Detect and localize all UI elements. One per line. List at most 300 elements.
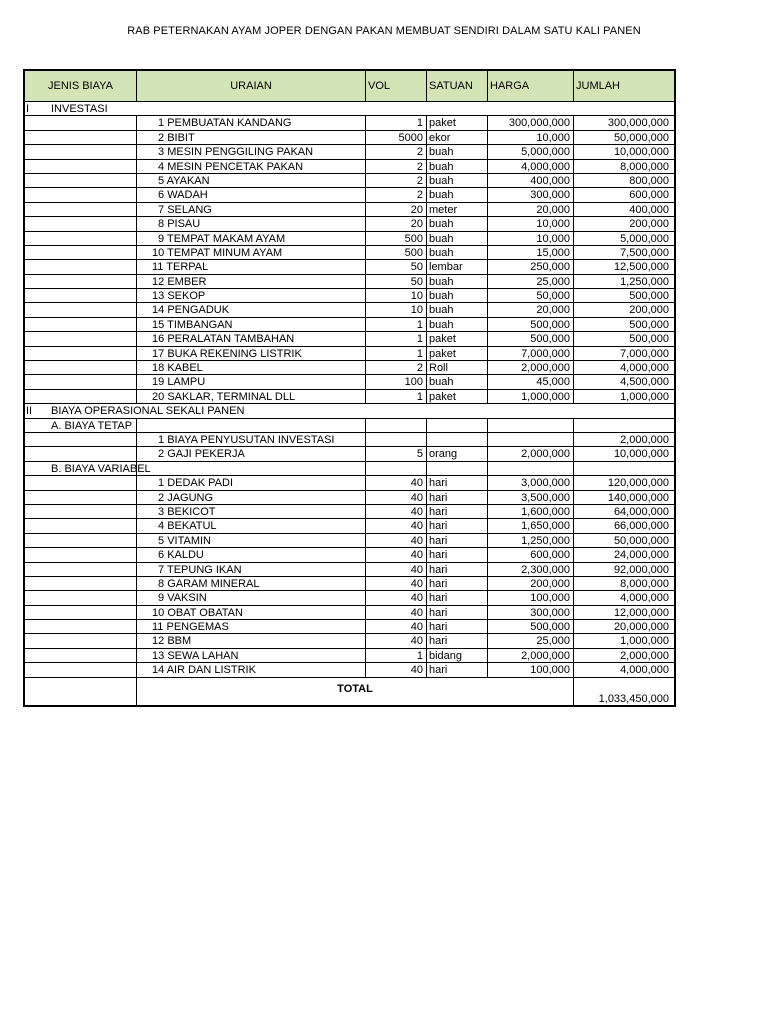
item-jumlah: 66,000,000 (573, 519, 672, 532)
item-vol: 10 (365, 289, 426, 302)
item-jumlah: 4,500,000 (573, 375, 672, 388)
item-name: KABEL (167, 362, 203, 375)
section-number: II (26, 405, 33, 418)
col-header-jenis-biaya: JENIS BIAYA (47, 80, 113, 92)
item-number: 13 (152, 290, 165, 303)
item-name: PISAU (167, 218, 201, 231)
item-name: BIBIT (167, 131, 195, 144)
item-satuan: buah (426, 174, 487, 187)
col-header-uraian: URAIAN (136, 71, 365, 101)
item-vol: 40 (365, 476, 426, 489)
table-row (25, 160, 674, 174)
item-satuan: buah (426, 160, 487, 173)
item-vol: 2 (365, 174, 426, 187)
item-satuan: hari (426, 591, 487, 604)
item-vol: 40 (365, 663, 426, 676)
table-row (25, 289, 674, 303)
table-row (25, 131, 674, 145)
col-header-jumlah: JUMLAH (573, 71, 672, 101)
table-row (25, 116, 674, 130)
item-number: 6 (158, 549, 165, 562)
table-row (25, 577, 674, 591)
item-number: 2 (158, 491, 165, 504)
item-number: 4 (158, 520, 165, 533)
item-description (136, 232, 365, 245)
item-jumlah: 7,000,000 (573, 347, 672, 360)
item-vol: 2 (365, 160, 426, 173)
item-jumlah: 400,000 (573, 203, 672, 216)
col-header-harga: HARGA (487, 71, 573, 101)
item-satuan: buah (426, 232, 487, 245)
item-name: SELANG (167, 203, 212, 216)
item-description (136, 347, 365, 360)
item-number: 8 (158, 577, 165, 590)
item-harga: 500,000 (487, 620, 573, 633)
item-jumlah: 300,000,000 (573, 116, 672, 129)
item-jumlah: 2,000,000 (573, 433, 672, 446)
item-harga: 600,000 (487, 548, 573, 561)
table-row (25, 649, 674, 663)
item-satuan: buah (426, 303, 487, 316)
item-vol: 40 (365, 577, 426, 590)
item-vol: 40 (365, 505, 426, 518)
item-harga: 1,000,000 (487, 390, 573, 403)
item-description (136, 476, 365, 489)
item-description (136, 534, 365, 547)
item-satuan: paket (426, 332, 487, 345)
item-vol: 1 (365, 116, 426, 129)
item-harga: 300,000 (487, 606, 573, 619)
table-row (25, 260, 674, 274)
item-name: LAMPU (167, 376, 206, 389)
item-number: 4 (158, 160, 165, 173)
item-name: OBAT OBATAN (167, 606, 243, 619)
item-name: AYAKAN (166, 174, 210, 187)
item-name: PENGADUK (167, 304, 230, 317)
table-row (25, 246, 674, 260)
item-harga: 2,000,000 (487, 649, 573, 662)
table-header (25, 71, 674, 102)
table-row (25, 433, 674, 447)
item-jumlah: 8,000,000 (573, 160, 672, 173)
item-vol: 1 (365, 332, 426, 345)
table-row (25, 174, 674, 188)
item-jumlah: 120,000,000 (573, 476, 672, 489)
item-satuan: lembar (426, 260, 487, 273)
page-title: RAB PETERNAKAN AYAM JOPER DENGAN PAKAN MEMBUAT SENDIRI DALAM SATU KALI PANEN (127, 25, 641, 37)
section-number: I (26, 103, 30, 115)
item-harga: 50,000 (487, 289, 573, 302)
item-description (136, 361, 365, 374)
item-name: BEKATUL (167, 520, 217, 533)
subsection-row-biaya-variabel (25, 462, 674, 476)
item-vol: 50 (365, 260, 426, 273)
budget-table (23, 69, 676, 707)
item-vol: 40 (365, 548, 426, 561)
item-satuan: buah (426, 318, 487, 331)
item-harga: 10,000 (487, 232, 573, 245)
item-number: 14 (152, 664, 165, 677)
item-harga: 2,000,000 (487, 447, 573, 460)
table-row (25, 275, 674, 289)
item-jumlah: 12,000,000 (573, 606, 672, 619)
item-jumlah: 5,000,000 (573, 232, 672, 245)
item-description (136, 563, 365, 576)
item-vol: 500 (365, 232, 426, 245)
item-description (136, 591, 365, 604)
item-number: 9 (158, 232, 165, 245)
item-number: 10 (152, 246, 165, 259)
item-satuan: buah (426, 145, 487, 158)
item-number: 19 (152, 376, 165, 389)
item-jumlah: 200,000 (573, 217, 672, 230)
item-satuan: bidang (426, 649, 487, 662)
item-name: VITAMIN (167, 534, 211, 547)
item-jumlah: 500,000 (573, 289, 672, 302)
table-row (25, 145, 674, 159)
item-description (136, 606, 365, 619)
table-row (25, 663, 674, 677)
table-row (25, 563, 674, 577)
item-description (136, 433, 365, 446)
total-value: 1,033,450,000 (573, 678, 672, 705)
item-number: 20 (152, 390, 165, 403)
item-satuan: hari (426, 476, 487, 489)
item-vol: 40 (365, 591, 426, 604)
item-satuan: ekor (426, 131, 487, 144)
total-label: TOTAL (136, 678, 573, 705)
section-row-investasi (25, 102, 674, 116)
item-name: TEMPAT MAKAM AYAM (166, 232, 286, 245)
item-jumlah: 1,250,000 (573, 275, 672, 288)
item-jumlah: 92,000,000 (573, 563, 672, 576)
item-vol: 40 (365, 634, 426, 647)
item-harga: 25,000 (487, 634, 573, 647)
item-satuan: hari (426, 577, 487, 590)
item-jumlah: 1,000,000 (573, 634, 672, 647)
item-vol (365, 433, 426, 446)
item-jumlah: 10,000,000 (573, 145, 672, 158)
item-harga: 1,650,000 (487, 519, 573, 532)
item-jumlah: 64,000,000 (573, 505, 672, 518)
item-name: SEWA LAHAN (167, 649, 239, 662)
item-description (136, 375, 365, 388)
item-satuan: hari (426, 620, 487, 633)
item-harga: 2,000,000 (487, 361, 573, 374)
item-description (136, 116, 365, 129)
item-jumlah: 20,000,000 (573, 620, 672, 633)
item-satuan: buah (426, 375, 487, 388)
item-satuan: meter (426, 203, 487, 216)
item-vol: 10 (365, 303, 426, 316)
item-name: TEPUNG IKAN (166, 563, 242, 576)
item-description (136, 634, 365, 647)
section-label: INVESTASI (51, 103, 108, 115)
item-number: 9 (158, 592, 165, 605)
item-description (136, 332, 365, 345)
item-vol: 40 (365, 519, 426, 532)
table-row (25, 188, 674, 202)
item-name: KALDU (167, 549, 204, 562)
item-description (136, 160, 365, 173)
table-row (25, 318, 674, 332)
item-harga: 500,000 (487, 332, 573, 345)
item-jumlah: 4,000,000 (573, 591, 672, 604)
item-number: 1 (158, 477, 165, 490)
item-harga: 100,000 (487, 591, 573, 604)
item-satuan: hari (426, 505, 487, 518)
subsection-label: B. BIAYA VARIABEL (51, 462, 151, 475)
col-header-satuan: SATUAN (426, 71, 487, 101)
table-row (25, 620, 674, 634)
item-number: 15 (152, 318, 165, 331)
table-row (25, 217, 674, 231)
item-name: BEKICOT (167, 505, 216, 518)
item-jumlah: 24,000,000 (573, 548, 672, 561)
item-description (136, 447, 365, 460)
item-vol: 1 (365, 347, 426, 360)
item-description (136, 246, 365, 259)
item-name: BUKA REKENING LISTRIK (167, 347, 302, 360)
item-number: 12 (152, 275, 165, 288)
item-number: 5 (158, 534, 165, 547)
item-harga: 1,250,000 (487, 534, 573, 547)
item-satuan: hari (426, 519, 487, 532)
item-harga: 2,300,000 (487, 563, 573, 576)
item-number: 2 (158, 448, 165, 461)
table-body (25, 102, 674, 678)
item-jumlah: 500,000 (573, 318, 672, 331)
item-vol: 20 (365, 203, 426, 216)
item-description (136, 318, 365, 331)
item-number: 5 (158, 174, 165, 187)
item-satuan: hari (426, 534, 487, 547)
item-name: TIMBANGAN (167, 318, 233, 331)
table-row (25, 361, 674, 375)
item-harga: 300,000,000 (487, 116, 573, 129)
item-vol: 50 (365, 275, 426, 288)
item-satuan: buah (426, 289, 487, 302)
item-satuan: buah (426, 217, 487, 230)
item-name: VAKSIN (167, 592, 207, 605)
item-description (136, 390, 365, 403)
table-row (25, 591, 674, 605)
item-vol: 2 (365, 145, 426, 158)
table-row (25, 375, 674, 389)
item-description (136, 303, 365, 316)
item-jumlah: 8,000,000 (573, 577, 672, 590)
item-satuan: hari (426, 634, 487, 647)
item-satuan: Roll (426, 361, 487, 374)
item-harga: 500,000 (487, 318, 573, 331)
item-name: TEMPAT MINUM AYAM (167, 246, 283, 259)
item-satuan: paket (426, 116, 487, 129)
table-row (25, 505, 674, 519)
item-name: SAKLAR, TERMINAL DLL (167, 390, 296, 403)
table-row (25, 232, 674, 246)
item-vol: 40 (365, 491, 426, 504)
item-satuan: paket (426, 347, 487, 360)
item-harga: 400,000 (487, 174, 573, 187)
table-row (25, 332, 674, 346)
item-harga: 20,000 (487, 303, 573, 316)
table-row (25, 634, 674, 648)
item-jumlah: 600,000 (573, 188, 672, 201)
item-number: 11 (152, 621, 164, 634)
item-harga: 20,000 (487, 203, 573, 216)
item-jumlah: 2,000,000 (573, 649, 672, 662)
item-vol: 1 (365, 649, 426, 662)
item-jumlah: 1,000,000 (573, 390, 672, 403)
item-jumlah: 10,000,000 (573, 447, 672, 460)
total-row (25, 678, 674, 707)
item-jumlah: 200,000 (573, 303, 672, 316)
item-number: 18 (152, 362, 165, 375)
item-description (136, 145, 365, 158)
item-name: DEDAK PADI (167, 477, 233, 490)
table-row (25, 203, 674, 217)
item-description (136, 548, 365, 561)
item-jumlah: 12,500,000 (573, 260, 672, 273)
item-name: JAGUNG (167, 491, 214, 504)
table-row (25, 606, 674, 620)
item-vol: 40 (365, 563, 426, 576)
item-name: MESIN PENGGILING PAKAN (167, 146, 314, 159)
item-vol: 20 (365, 217, 426, 230)
item-description (136, 649, 365, 662)
item-satuan: hari (426, 606, 487, 619)
item-description (136, 260, 365, 273)
item-satuan: buah (426, 188, 487, 201)
item-description (136, 577, 365, 590)
item-vol: 40 (365, 606, 426, 619)
item-satuan: hari (426, 563, 487, 576)
item-description (136, 131, 365, 144)
item-harga: 10,000 (487, 217, 573, 230)
item-number: 14 (152, 304, 165, 317)
item-satuan: hari (426, 491, 487, 504)
item-harga: 1,600,000 (487, 505, 573, 518)
item-jumlah: 4,000,000 (573, 361, 672, 374)
item-jumlah: 800,000 (573, 174, 672, 187)
item-name: BBM (167, 635, 192, 648)
item-number: 2 (158, 131, 165, 144)
item-description (136, 203, 365, 216)
item-number: 13 (152, 649, 165, 662)
item-number: 17 (152, 347, 165, 360)
item-number: 10 (152, 606, 165, 619)
item-number: 11 (152, 261, 164, 274)
item-jumlah: 140,000,000 (573, 491, 672, 504)
item-description (136, 620, 365, 633)
item-vol: 1 (365, 390, 426, 403)
item-name: GARAM MINERAL (167, 577, 260, 590)
item-description (136, 505, 365, 518)
item-harga: 10,000 (487, 131, 573, 144)
item-harga: 100,000 (487, 663, 573, 676)
table-row (25, 303, 674, 317)
table-row (25, 548, 674, 562)
item-satuan: buah (426, 275, 487, 288)
item-harga: 300,000 (487, 188, 573, 201)
item-number: 12 (152, 635, 165, 648)
item-vol: 5000 (365, 131, 426, 144)
item-jumlah: 50,000,000 (573, 131, 672, 144)
item-number: 8 (158, 218, 165, 231)
item-description (136, 174, 365, 187)
table-row (25, 519, 674, 533)
item-name: GAJI PEKERJA (167, 448, 245, 461)
item-vol: 100 (365, 375, 426, 388)
item-number: 1 (158, 433, 165, 446)
item-harga: 250,000 (487, 260, 573, 273)
item-vol: 40 (365, 534, 426, 547)
item-name: BIAYA PENYUSUTAN INVESTASI (167, 433, 335, 446)
item-harga: 25,000 (487, 275, 573, 288)
table-row (25, 476, 674, 490)
item-name: PENGEMAS (166, 621, 229, 634)
item-vol: 2 (365, 188, 426, 201)
item-vol: 500 (365, 246, 426, 259)
item-name: MESIN PENCETAK PAKAN (167, 160, 304, 173)
item-name: TERPAL (166, 261, 209, 274)
item-jumlah: 500,000 (573, 332, 672, 345)
item-satuan (426, 433, 487, 446)
item-harga: 7,000,000 (487, 347, 573, 360)
table-row (25, 347, 674, 361)
item-jumlah: 7,500,000 (573, 246, 672, 259)
item-vol: 2 (365, 361, 426, 374)
item-name: PERALATAN TAMBAHAN (167, 333, 295, 346)
item-harga: 200,000 (487, 577, 573, 590)
item-satuan: hari (426, 548, 487, 561)
item-name: EMBER (167, 275, 207, 288)
item-number: 3 (158, 146, 165, 159)
item-name: PEMBUATAN KANDANG (167, 117, 292, 130)
item-number: 3 (158, 505, 165, 518)
item-jumlah: 50,000,000 (573, 534, 672, 547)
section-row-operasional (25, 404, 674, 418)
item-harga: 15,000 (487, 246, 573, 259)
item-name: WADAH (167, 189, 208, 202)
item-harga: 45,000 (487, 375, 573, 388)
item-harga: 3,000,000 (487, 476, 573, 489)
table-row (25, 447, 674, 461)
item-name: SEKOP (167, 290, 206, 303)
item-number: 7 (158, 563, 165, 576)
item-description (136, 491, 365, 504)
item-vol: 5 (365, 447, 426, 460)
item-number: 6 (158, 189, 165, 202)
item-vol: 1 (365, 318, 426, 331)
item-name: AIR DAN LISTRIK (166, 664, 256, 677)
item-satuan: paket (426, 390, 487, 403)
item-number: 1 (158, 117, 165, 130)
item-description (136, 275, 365, 288)
item-description (136, 217, 365, 230)
item-number: 16 (152, 333, 165, 346)
section-label: BIAYA OPERASIONAL SEKALI PANEN (51, 405, 245, 418)
item-jumlah: 4,000,000 (573, 663, 672, 676)
item-description (136, 519, 365, 532)
item-description (136, 188, 365, 201)
table-row (25, 491, 674, 505)
item-harga: 3,500,000 (487, 491, 573, 504)
item-satuan: orang (426, 447, 487, 460)
item-satuan: buah (426, 246, 487, 259)
subsection-label: A. BIAYA TETAP (51, 419, 133, 432)
subsection-row-biaya-tetap (25, 419, 674, 433)
